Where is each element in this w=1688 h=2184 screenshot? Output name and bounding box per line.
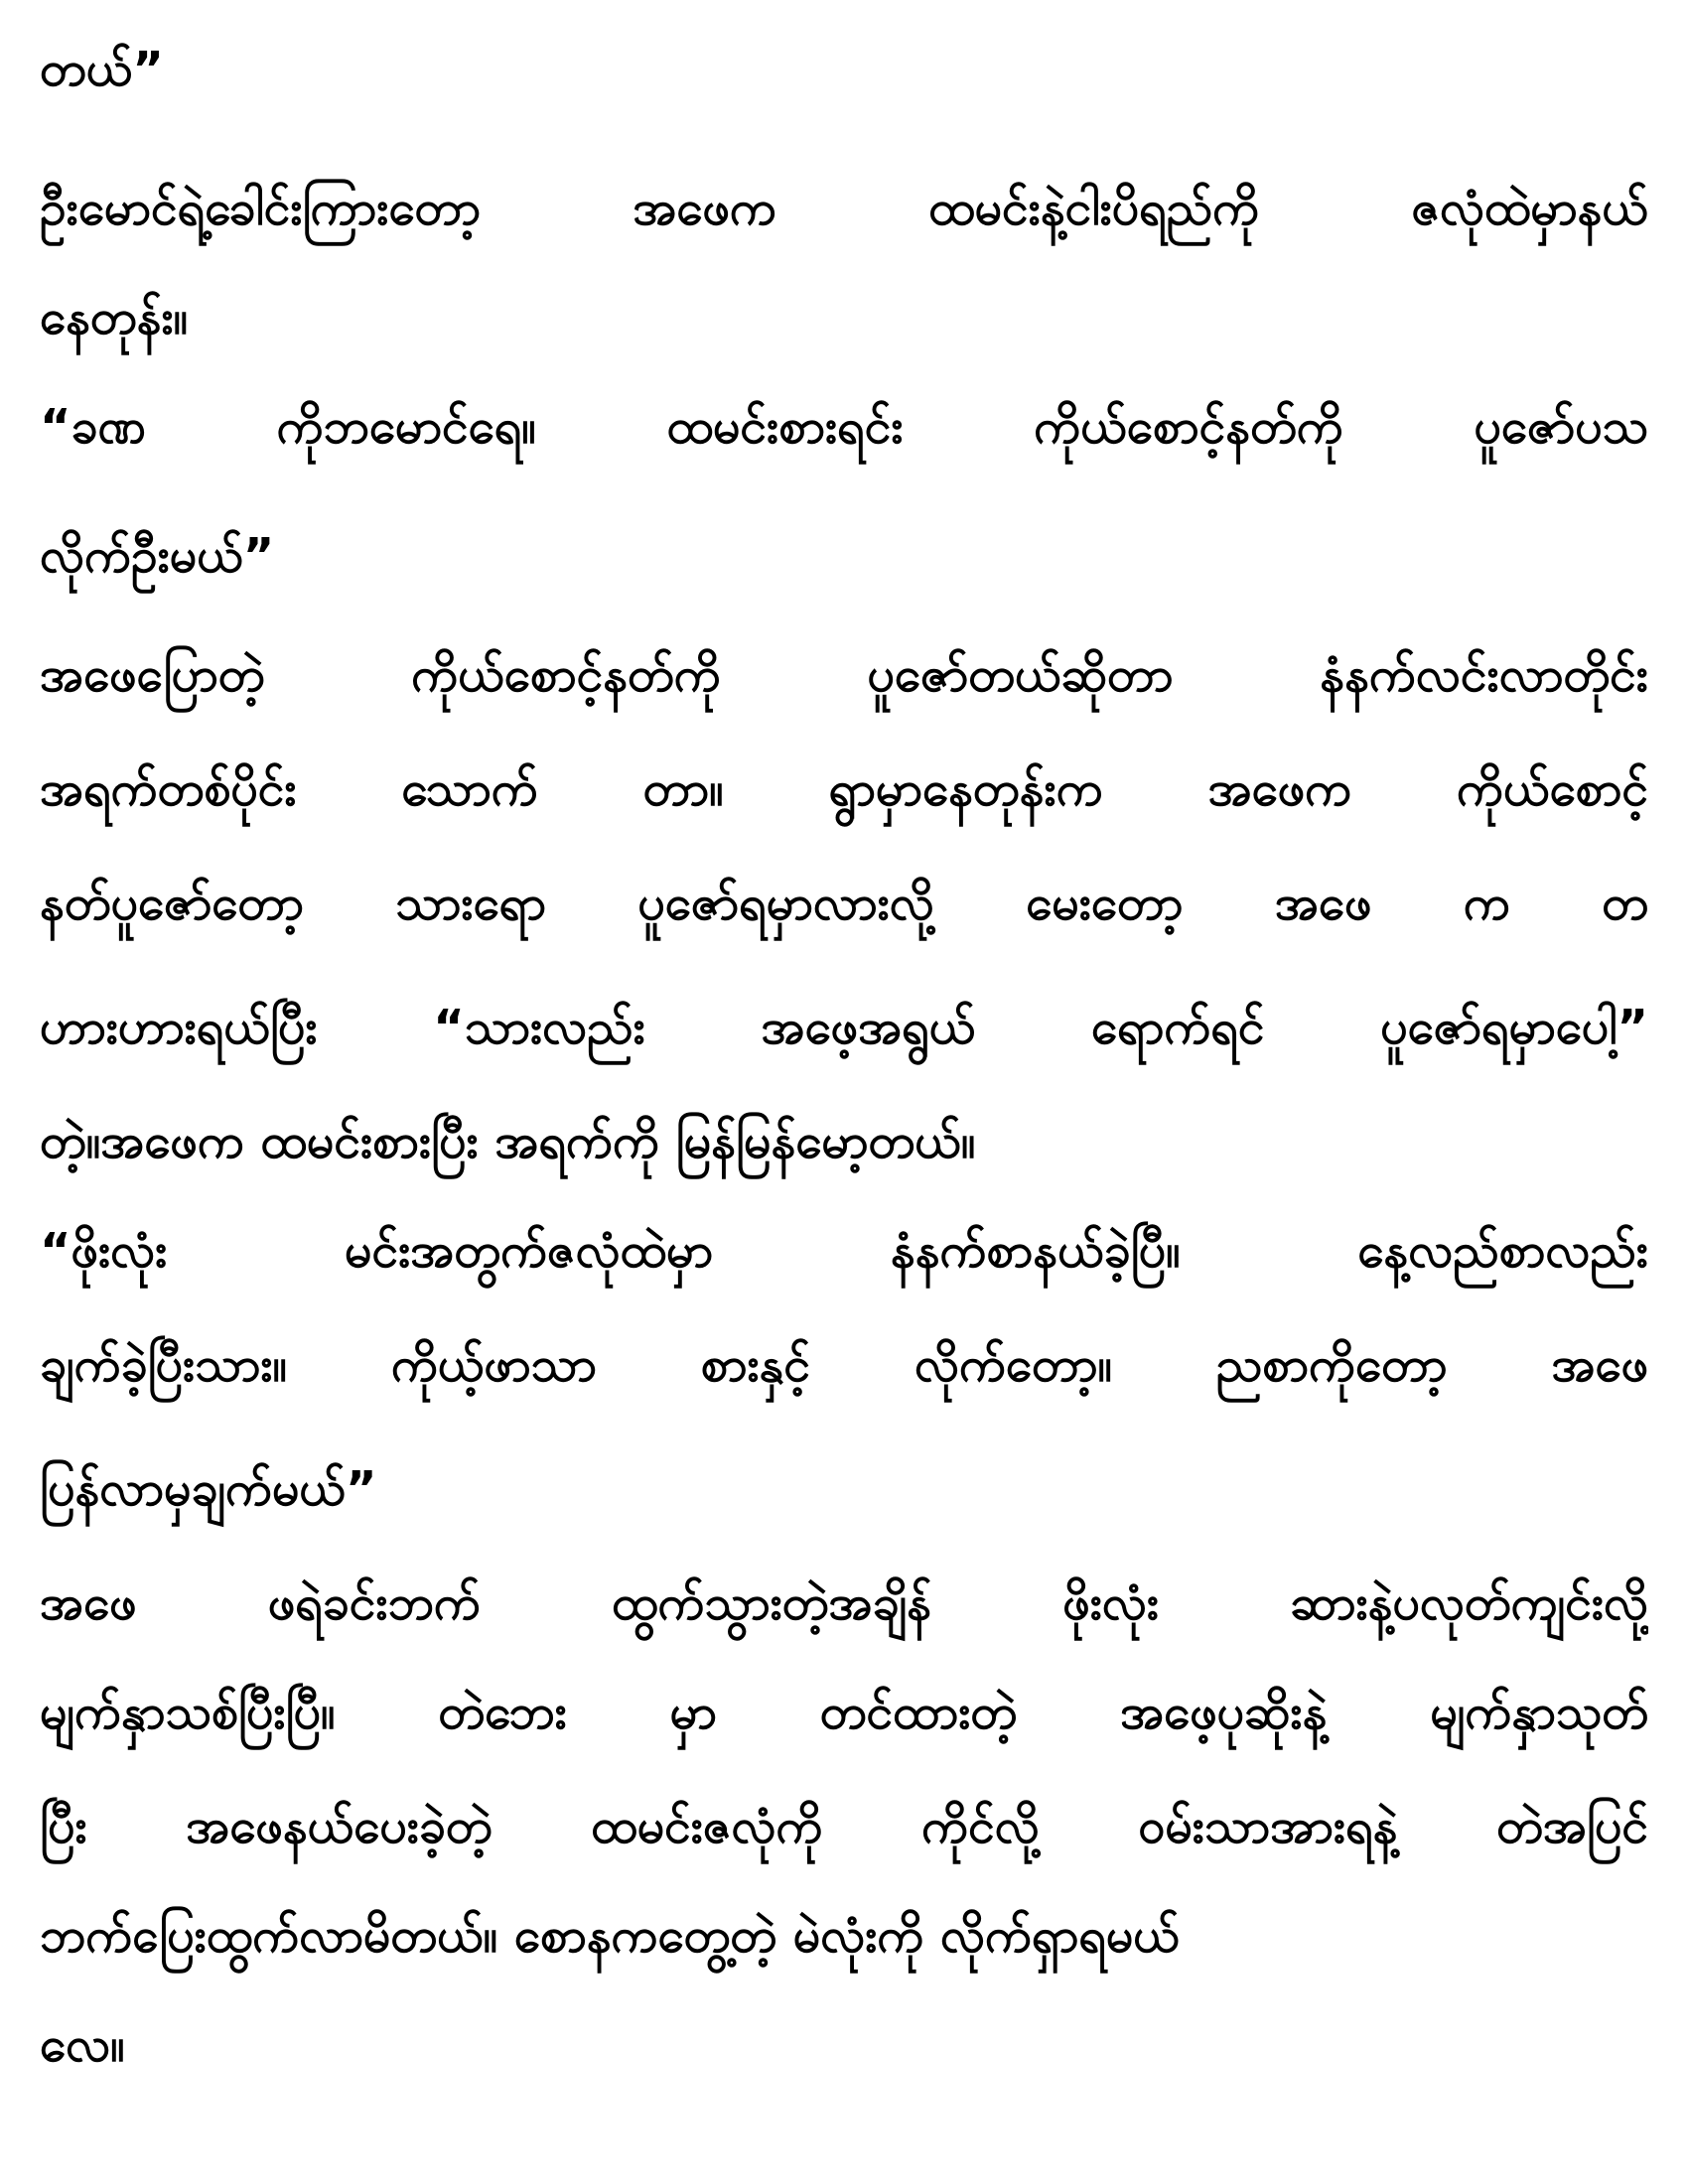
text-line-18: လေ။ — [40, 2017, 125, 2073]
text-line-15: မျက်နှာသစ်ပြီးပြီ။ တဲဘေး မှာ တင်ထားတဲ့ အဖေ့ပုဆိုးနဲ့ မျက်နှာသုတ် — [40, 1685, 1648, 1740]
text-line-16: ပြီး အဖေနယ်ပေးခဲ့တဲ့ ထမင်းဇလုံကို ကိုင်လို့ ဝမ်းသာအားရနဲ့ တဲအပြင် — [40, 1799, 1648, 1854]
text-line-9: ဟားဟားရယ်ပြီး “သားလည်း အဖေ့အရွယ် ရောက်ရင် ပူဇော်ရမှာပေါ့” — [40, 1000, 1648, 1055]
text-line-1: တယ်” — [40, 42, 164, 97]
text-line-3: နေတုန်း။ — [40, 290, 189, 345]
text-line-17: ဘက်ပြေးထွက်လာမိတယ်။ စောနကတွေ့တဲ့ မဲလုံးကို လိုက်ရှာရမယ် — [40, 1908, 1180, 1964]
text-line-14: အဖေ ဖရဲခင်းဘက် ထွက်သွားတဲ့အချိန် ဖိုးလုံး ဆားနဲ့ပလုတ်ကျင်းလို့ — [40, 1575, 1648, 1631]
text-line-11: “ဖိုးလုံး မင်းအတွက်ဇလုံထဲမှာ နံနက်စာနယ်ခဲ့ပြီ။ နေ့လည်စာလည်း — [40, 1223, 1648, 1279]
text-line-10: တဲ့။အဖေက ထမင်းစားပြီး အရက်ကို မြန်မြန်မော့တယ်။ — [40, 1114, 976, 1169]
text-line-8: နတ်ပူဇော်တော့ သားရော ပူဇော်ရမှာလားလို့ မေးတော့ အဖေ က တ — [40, 876, 1648, 931]
text-line-7: အရက်တစ်ပိုင်း သောက် တာ။ ရွာမှာနေတုန်းက အဖေက ကိုယ်စောင့် — [40, 761, 1648, 817]
text-line-12: ချက်ခဲ့ပြီးသား။ ကိုယ့်ဖာသာ စားနှင့် လိုက်တော့။ ညစာကိုတော့ အဖေ — [40, 1337, 1648, 1393]
text-line-2: ဦးမောင်ရဲ့ခေါင်းကြားတော့ အဖေက ထမင်းနဲ့ငါးပိရည်ကို ဇလုံထဲမှာနယ် — [40, 181, 1648, 236]
text-line-5: လိုက်ဦးမယ်” — [40, 528, 275, 584]
text-line-13: ပြန်လာမှချက်မယ်” — [40, 1461, 377, 1517]
text-line-6: အဖေပြောတဲ့ ကိုယ်စောင့်နတ်ကို ပူဇော်တယ်ဆိုတာ နံနက်လင်းလာတိုင်း — [40, 647, 1648, 703]
text-line-4: “ခဏ ကိုဘမောင်ရေ။ ထမင်းစားရင်း ကိုယ်စောင့်နတ်ကို ပူဇော်ပသ — [40, 399, 1648, 455]
